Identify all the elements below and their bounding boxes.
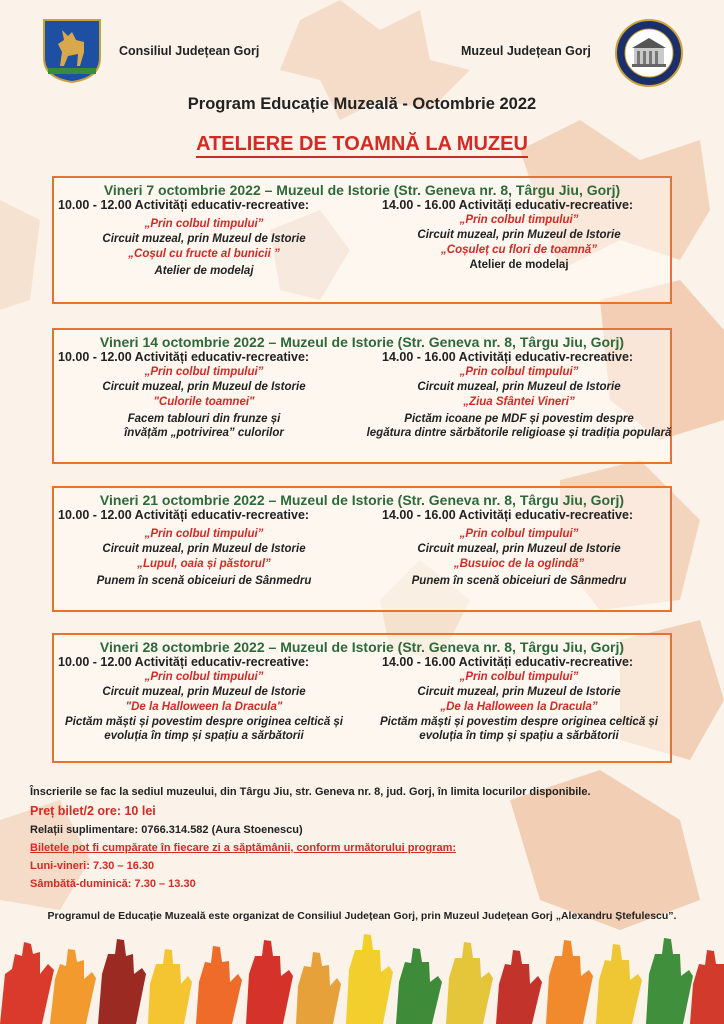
activity-description: legătura dintre sărbătorile religioase și tradiția populară bbox=[366, 427, 672, 439]
activity-description: Circuit muzeal, prin Muzeul de Istorie bbox=[102, 381, 306, 393]
morning-session bbox=[54, 508, 354, 588]
session-time: 14.00 - 16.00 Activități educativ-recreative: bbox=[382, 198, 634, 212]
morning-session bbox=[54, 350, 354, 440]
activity-description: Circuit muzeal, prin Muzeul de Istorie bbox=[102, 686, 306, 698]
activity-title: „Prin colbul timpului” bbox=[459, 214, 579, 226]
museum-seal-logo bbox=[614, 18, 684, 88]
activity-title: „Prin colbul timpului” bbox=[144, 528, 264, 540]
activity-description: Punem în scenă obiceiuri de Sânmedru bbox=[96, 575, 312, 587]
activity-description: Pictăm icoane pe MDF și povestim despre bbox=[404, 413, 634, 425]
day-section-oct-14 bbox=[52, 328, 672, 464]
organizer-note: Programul de Educație Muzeală este organizat de Consiliul Județean Gorj, prin Muzeul Județean Gorj „Alexandru Ștefulescu”. bbox=[47, 910, 677, 922]
afternoon-session bbox=[364, 655, 674, 743]
activity-title: "De la Halloween la Dracula" bbox=[125, 701, 283, 713]
morning-session bbox=[54, 655, 354, 743]
activity-title: „Prin colbul timpului” bbox=[144, 218, 264, 230]
registration-info: Înscrierile se fac la sediul muzeului, din Târgu Jiu, str. Geneva nr. 8, jud. Gorj, în limita locurilor disponibile. bbox=[30, 786, 591, 798]
activity-description: Circuit muzeal, prin Muzeul de Istorie bbox=[417, 229, 621, 241]
afternoon-session bbox=[364, 198, 674, 272]
main-title: ATELIERE DE TOAMNĂ LA MUZEU bbox=[0, 133, 724, 156]
activity-title: „Prin colbul timpului” bbox=[459, 366, 579, 378]
session-time: 14.00 - 16.00 Activități educativ-recreative: bbox=[382, 508, 634, 522]
activity-description: evoluția în timp și spațiu a sărbătorii bbox=[104, 730, 304, 742]
session-time: 10.00 - 12.00 Activități educativ-recreative: bbox=[58, 198, 310, 212]
activity-title: „Prin colbul timpului” bbox=[459, 671, 579, 683]
activity-title: „De la Halloween la Dracula” bbox=[440, 701, 598, 713]
day-heading: Vineri 21 octombrie 2022 – Muzeul de Istorie (Str. Geneva nr. 8, Târgu Jiu, Gorj) bbox=[99, 492, 625, 508]
ticket-schedule-heading: Biletele pot fi cumpărate în fiecare zi a săptămânii, conform următorului program: bbox=[30, 842, 457, 854]
activity-title: „Ziua Sfântei Vineri” bbox=[463, 396, 575, 408]
session-time: 14.00 - 16.00 Activități educativ-recreative: bbox=[382, 655, 634, 669]
activity-title: „Prin colbul timpului” bbox=[144, 366, 264, 378]
activity-title: „Busuioc de la oglindă” bbox=[453, 558, 585, 570]
morning-session bbox=[54, 198, 354, 278]
activity-description: Atelier de modelaj bbox=[469, 259, 569, 271]
county-coat-of-arms-logo bbox=[42, 18, 102, 84]
activity-description: Circuit muzeal, prin Muzeul de Istorie bbox=[417, 686, 621, 698]
colorful-hands-decoration bbox=[0, 934, 724, 1024]
activity-description: Circuit muzeal, prin Muzeul de Istorie bbox=[417, 543, 621, 555]
activity-title: „Coșul cu fructe al bunicii ” bbox=[128, 248, 280, 260]
activity-description: Circuit muzeal, prin Muzeul de Istorie bbox=[417, 381, 621, 393]
weekend-hours: Sâmbătă-duminică: 7.30 – 13.30 bbox=[30, 878, 196, 890]
session-time: 10.00 - 12.00 Activități educativ-recreative: bbox=[58, 508, 310, 522]
activity-description: Punem în scenă obiceiuri de Sânmedru bbox=[411, 575, 627, 587]
weekday-hours: Luni-vineri: 7.30 – 16.30 bbox=[30, 860, 155, 872]
afternoon-session bbox=[364, 508, 674, 588]
activity-description: învățăm „potrivirea” culorilor bbox=[124, 427, 284, 439]
ticket-price: Preț bilet/2 ore: 10 lei bbox=[30, 804, 156, 818]
activity-description: Pictăm măști și povestim despre originea celtică și bbox=[379, 716, 659, 728]
day-section-oct-21 bbox=[52, 486, 672, 612]
day-heading: Vineri 28 octombrie 2022 – Muzeul de Istorie (Str. Geneva nr. 8, Târgu Jiu, Gorj) bbox=[99, 639, 625, 655]
session-time: 10.00 - 12.00 Activități educativ-recreative: bbox=[58, 350, 310, 364]
contact-info: Relații suplimentare: 0766.314.582 (Aura Stoenescu) bbox=[30, 824, 303, 836]
activity-title: „Prin colbul timpului” bbox=[144, 671, 264, 683]
afternoon-session bbox=[364, 350, 674, 440]
activity-description: Circuit muzeal, prin Muzeul de Istorie bbox=[102, 233, 306, 245]
activity-title: "Culorile toamnei" bbox=[153, 396, 255, 408]
session-time: 10.00 - 12.00 Activități educativ-recreative: bbox=[58, 655, 310, 669]
museum-name: Muzeul Județean Gorj bbox=[461, 44, 591, 58]
activity-title: „Prin colbul timpului” bbox=[459, 528, 579, 540]
session-time: 14.00 - 16.00 Activități educativ-recreative: bbox=[382, 350, 634, 364]
activity-title: „Lupul, oaia și păstorul” bbox=[137, 558, 271, 570]
activity-description: Circuit muzeal, prin Muzeul de Istorie bbox=[102, 543, 306, 555]
activity-description: Pictăm măști și povestim despre originea celtică și bbox=[64, 716, 344, 728]
activity-description: Atelier de modelaj bbox=[154, 265, 254, 277]
day-section-oct-28 bbox=[52, 633, 672, 763]
program-title: Program Educație Muzeală - Octombrie 2022 bbox=[187, 95, 537, 113]
county-council-name: Consiliul Județean Gorj bbox=[119, 44, 260, 58]
activity-description: evoluția în timp și spațiu a sărbătorii bbox=[419, 730, 619, 742]
day-heading: Vineri 7 octombrie 2022 – Muzeul de Istorie (Str. Geneva nr. 8, Târgu Jiu, Gorj) bbox=[103, 182, 621, 198]
activity-description: Facem tablouri din frunze și bbox=[127, 413, 281, 425]
day-heading: Vineri 14 octombrie 2022 – Muzeul de Istorie (Str. Geneva nr. 8, Târgu Jiu, Gorj) bbox=[99, 334, 625, 350]
day-section-oct-7 bbox=[52, 176, 672, 304]
activity-title: „Coșuleț cu flori de toamnă” bbox=[441, 244, 597, 256]
